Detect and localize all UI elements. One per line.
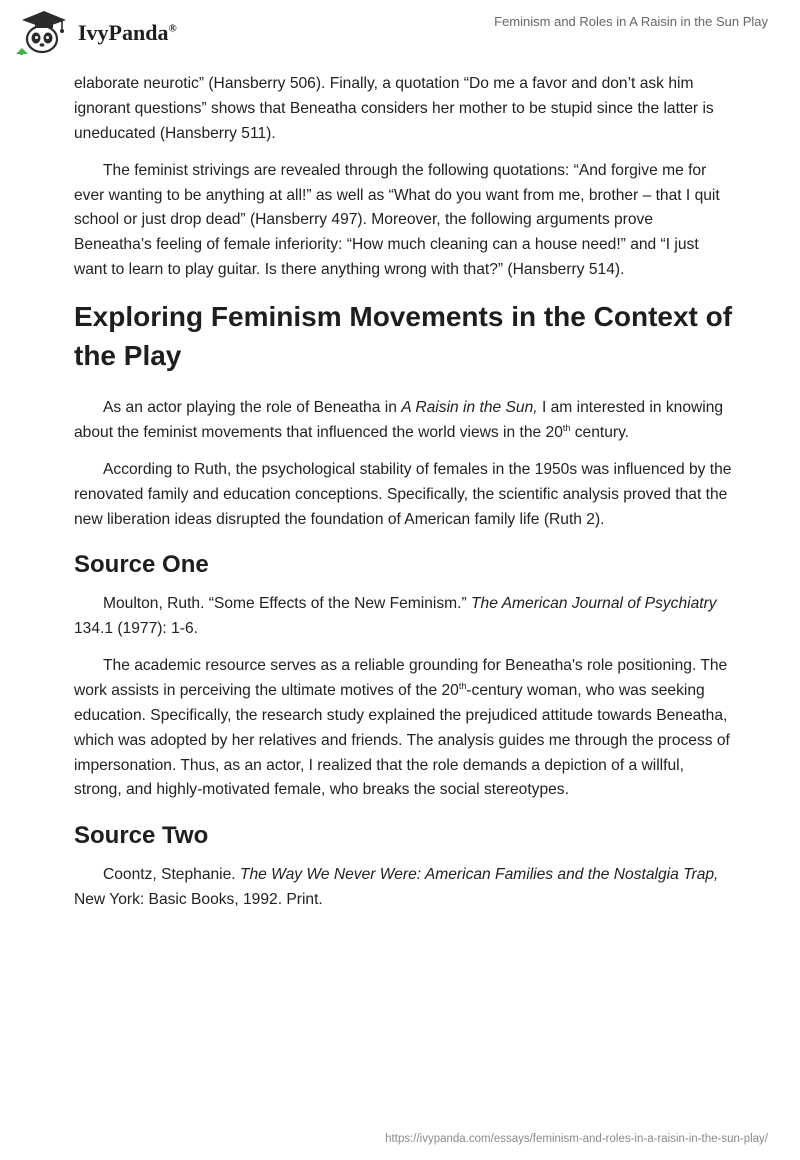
citation-two-text-b: New York: Basic Books, 1992. Print. <box>74 891 323 909</box>
paragraph-5 <box>74 654 734 803</box>
ordinal-suffix: th <box>458 681 467 692</box>
paragraph-5-text-b: -century woman, who was seeking education. Specifically, the research study explained the prejudiced attitude towards Beneatha, which was adopted by her relatives and friends. The analysis guides me through the process of impersonation. Thus, as an actor, I realized that the role demands a depiction of a willful, strong, and highly-motivated female, who breaks the social stereotypes. <box>74 682 730 799</box>
citation-one-text-b: 134.1 (1977): 1-6. <box>74 620 198 638</box>
registered-mark: ® <box>168 22 177 35</box>
paragraph-3-text-a: As an actor playing the role of Beneatha in <box>103 398 402 416</box>
citation-two-text-a: Coontz, Stephanie. <box>103 866 240 884</box>
paragraph-3 <box>74 396 734 446</box>
brand-text: IvyPanda <box>78 20 169 45</box>
source-url-link[interactable]: https://ivypanda.com/essays/feminism-and-roles-in-a-raisin-in-the-sun-play/ <box>385 1133 768 1145</box>
citation-one-text-a: Moulton, Ruth. “Some Effects of the New Feminism.” <box>103 595 472 613</box>
page-header <box>0 0 800 68</box>
citation-source-two <box>74 863 734 913</box>
brand-name[interactable] <box>78 20 177 46</box>
section-heading: Exploring Feminism Movements in the Context of the Play <box>74 300 733 371</box>
paragraph-3-text-b: I am interested in knowing about the feminist movements that influenced the world views in the 20 <box>74 398 724 441</box>
source-two-heading: Source Two <box>74 822 209 850</box>
paragraph-1: elaborate neurotic” (Hansberry 506). Finally, a quotation “Do me a favor and don’t ask him ignorant questions” shows that Beneatha considers her mother to be stupid since the latter is uneducated (Hansberry 511). <box>74 75 714 142</box>
source-one-heading: Source One <box>74 551 209 579</box>
play-title-italic: A Raisin in the Sun, <box>401 398 538 416</box>
document-title: Feminism and Roles in A Raisin in the Sun Play <box>494 14 768 29</box>
panda-logo-icon[interactable] <box>14 8 74 56</box>
journal-title-italic: The American Journal of Psychiatry <box>471 595 717 613</box>
book-title-italic: The Way We Never Were: American Families and the Nostalgia Trap, <box>239 866 719 884</box>
paragraph-4: According to Ruth, the psychological stability of females in the 1950s was influenced by the renovated family and education conceptions. Specifically, the scientific analysis proved that the new liberation ideas disrupted the foundation of American family life (Ruth 2). <box>74 460 732 528</box>
paragraph-2: The feminist strivings are revealed through the following quotations: “And forgive me for ever wanting to be anything at all!” as well as “What do you want from me, brother – that I quit school or just drop dead” (Hansberry 497). Moreover, the following arguments prove Beneatha’s feeling of female inferiority: “How much cleaning can a house need!” and “I just want to learn to play guitar. Is there anything wrong with that?” (Hansberry 514). <box>74 161 720 279</box>
citation-source-one <box>74 592 734 642</box>
paragraph-3-text-c: century. <box>570 423 630 441</box>
paragraph-5-text-a: The academic resource serves as a reliable grounding for Beneatha's role positioning. The work assists in perceiving the ultimate motives of the 20 <box>74 657 728 700</box>
article-body <box>74 72 734 925</box>
ordinal-suffix: th <box>562 422 571 433</box>
